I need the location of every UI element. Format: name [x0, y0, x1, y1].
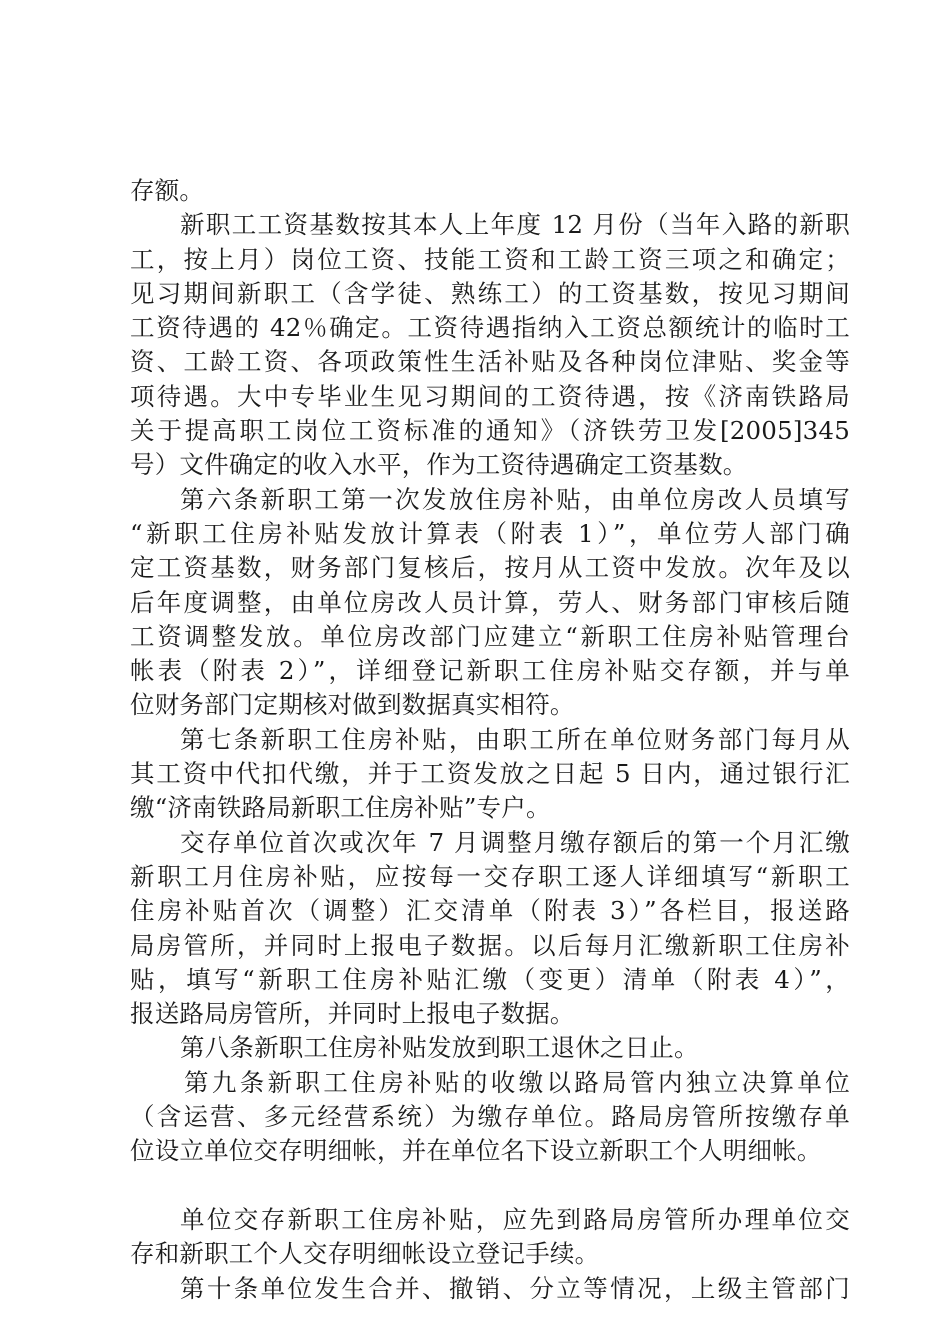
- paragraph-line: 交存单位首次或次年 7 月调整月缴存额后的第一个月汇缴: [180, 827, 850, 857]
- text-line: 后年度调整，由单位房改人员计算，劳人、财务部门审核后随: [130, 587, 850, 617]
- article-eight-line: 第八条新职工住房补贴发放到职工退休之日止。: [180, 1033, 699, 1063]
- article-six-heading-line: 第六条新职工第一次发放住房补贴，由单位房改人员填写: [180, 484, 850, 514]
- text-line: 工资待遇的 42％确定。工资待遇指纳入工资总额统计的临时工: [130, 313, 850, 343]
- text-line: 工，按上月）岗位工资、技能工资和工龄工资三项之和确定；: [130, 244, 850, 274]
- text-line: 定工资基数，财务部门复核后，按月从工资中发放。次年及以: [130, 553, 850, 583]
- text-line: 住房补贴首次（调整）汇交清单（附表 3）”各栏目，报送路: [130, 896, 850, 926]
- text-line: 存额。: [130, 176, 205, 205]
- document-body: [130, 174, 850, 1306]
- text-line: 存和新职工个人交存明细帐设立登记手续。: [130, 1239, 600, 1269]
- text-line: 见习期间新职工（含学徒、熟练工）的工资基数，按见习期间: [130, 278, 850, 308]
- text-line: 新职工月住房补贴，应按每一交存职工逐人详细填写“新职工: [130, 861, 850, 891]
- text-line: “新职工住房补贴发放计算表（附表 1）”，单位劳人部门确: [130, 518, 850, 548]
- article-ten-heading-line: 第十条单位发生合并、撤销、分立等情况，上级主管部门: [180, 1273, 850, 1303]
- text-line: 项待遇。大中专毕业生见习期间的工资待遇，按《济南铁路局: [130, 381, 850, 411]
- text-line: 工资调整发放。单位房改部门应建立“新职工住房补贴管理台: [130, 621, 850, 651]
- text-line: 贴，填写“新职工住房补贴汇缴（变更）清单（附表 4）”，: [130, 964, 850, 994]
- article-seven-heading-line: 第七条新职工住房补贴，由职工所在单位财务部门每月从: [180, 724, 850, 754]
- paragraph-line: 新职工工资基数按其本人上年度 12 月份（当年入路的新职: [180, 210, 850, 240]
- text-line: 其工资中代扣代缴，并于工资发放之日起 5 日内，通过银行汇: [130, 759, 850, 789]
- text-line: 位设立单位交存明细帐，并在单位名下设立新职工个人明细帐。: [130, 1136, 822, 1166]
- paragraph-line: 单位交存新职工住房补贴，应先到路局房管所办理单位交: [180, 1204, 850, 1234]
- text-line: 局房管所，并同时上报电子数据。以后每月汇缴新职工住房补: [130, 930, 850, 960]
- text-line: （含运营、多元经营系统）为缴存单位。路局房管所按缴存单: [130, 1102, 850, 1132]
- text-line: 报送路局房管所，并同时上报电子数据。: [130, 999, 575, 1029]
- text-line: 关于提高职工岗位工资标准的通知》（济铁劳卫发[2005]345: [130, 416, 850, 446]
- text-line: 资、工龄工资、各项政策性生活补贴及各种岗位津贴、奖金等: [130, 347, 850, 377]
- text-line: 号）文件确定的收入水平，作为工资待遇确定工资基数。: [130, 450, 748, 480]
- article-nine-heading-line: 第九条新职工住房补贴的收缴以路局管内独立决算单位: [184, 1067, 850, 1097]
- text-line: 位财务部门定期核对做到数据真实相符。: [130, 690, 575, 720]
- text-line: 缴“济南铁路局新职工住房补贴”专户。: [130, 793, 551, 823]
- blank-line: [130, 1169, 850, 1203]
- text-line: 帐表（附表 2）”，详细登记新职工住房补贴交存额，并与单: [130, 656, 850, 686]
